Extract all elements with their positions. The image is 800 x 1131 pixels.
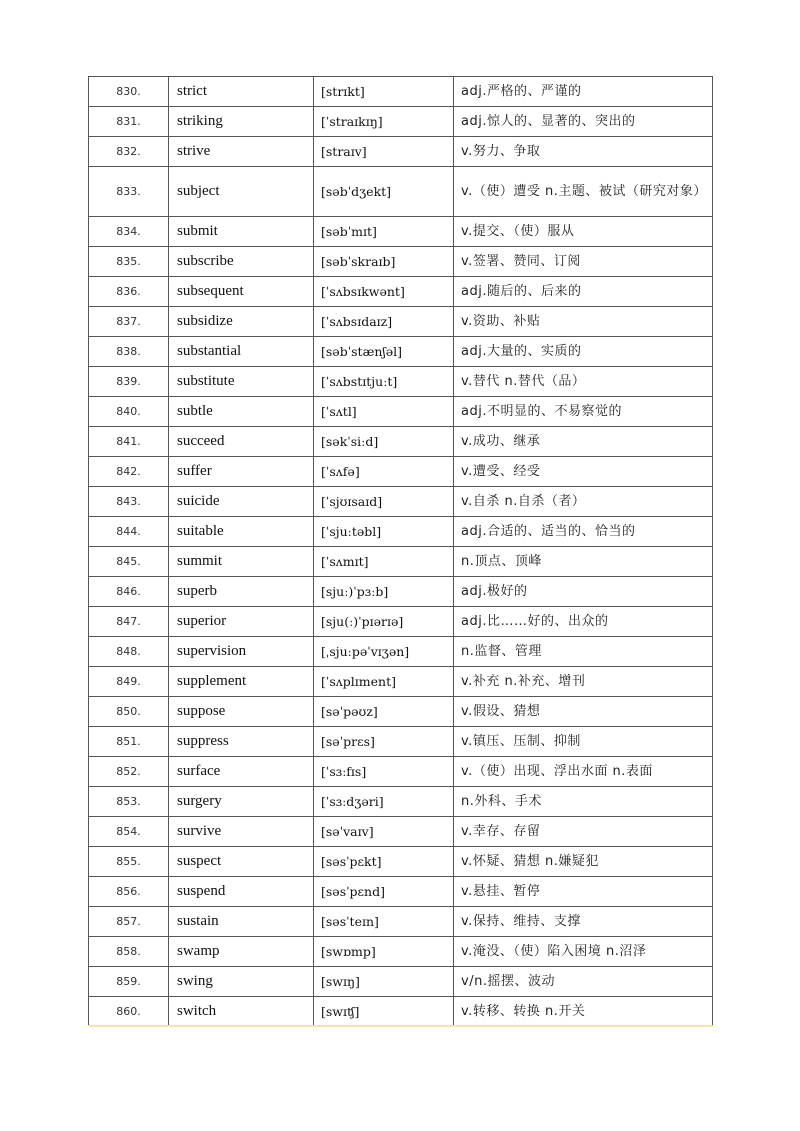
entry-word: surface	[169, 757, 314, 787]
entry-definition: n.外科、手术	[454, 787, 713, 817]
entry-phonetic: [ˈsɜːdʒəri]	[314, 787, 454, 817]
entry-number: 851.	[89, 727, 169, 757]
entry-number: 836.	[89, 277, 169, 307]
vocab-row	[89, 107, 713, 137]
vocab-row	[89, 307, 713, 337]
entry-number: 848.	[89, 637, 169, 667]
vocab-row	[89, 337, 713, 367]
entry-definition: v.补充 n.补充、增刊	[454, 667, 713, 697]
entry-word: subtle	[169, 397, 314, 427]
entry-word: strive	[169, 137, 314, 167]
entry-definition: v.幸存、存留	[454, 817, 713, 847]
entry-word: striking	[169, 107, 314, 137]
vocab-row	[89, 577, 713, 607]
vocab-row	[89, 427, 713, 457]
entry-word: superior	[169, 607, 314, 637]
entry-definition: adj.严格的、严谨的	[454, 77, 713, 107]
entry-word: switch	[169, 997, 314, 1027]
vocab-row	[89, 217, 713, 247]
entry-phonetic: [səsˈpɛkt]	[314, 847, 454, 877]
entry-definition: v.怀疑、猜想 n.嫌疑犯	[454, 847, 713, 877]
entry-definition: adj.极好的	[454, 577, 713, 607]
entry-definition: v/n.摇摆、波动	[454, 967, 713, 997]
vocab-row	[89, 967, 713, 997]
vocab-row	[89, 487, 713, 517]
entry-number: 850.	[89, 697, 169, 727]
vocab-row	[89, 167, 713, 217]
entry-phonetic: [swɒmp]	[314, 937, 454, 967]
entry-phonetic: [səsˈteɪn]	[314, 907, 454, 937]
vocab-row	[89, 787, 713, 817]
entry-number: 857.	[89, 907, 169, 937]
entry-number: 846.	[89, 577, 169, 607]
entry-phonetic: [səbˈskraɪb]	[314, 247, 454, 277]
entry-word: subsequent	[169, 277, 314, 307]
entry-number: 835.	[89, 247, 169, 277]
vocab-row	[89, 607, 713, 637]
entry-phonetic: [ˈsʌbsɪkwənt]	[314, 277, 454, 307]
entry-phonetic: [ˈsʌplɪment]	[314, 667, 454, 697]
entry-definition: v.淹没、（使）陷入困境 n.沼泽	[454, 937, 713, 967]
entry-definition: v.保持、维持、支撑	[454, 907, 713, 937]
entry-phonetic: [ˈsʌfə]	[314, 457, 454, 487]
entry-number: 852.	[89, 757, 169, 787]
highlight-rule	[88, 1025, 713, 1027]
entry-definition: v.提交、（使）服从	[454, 217, 713, 247]
entry-word: succeed	[169, 427, 314, 457]
vocab-row	[89, 637, 713, 667]
entry-phonetic: [səkˈsiːd]	[314, 427, 454, 457]
entry-number: 832.	[89, 137, 169, 167]
entry-definition: v.替代 n.替代（品）	[454, 367, 713, 397]
vocab-row	[89, 757, 713, 787]
vocab-row	[89, 137, 713, 167]
entry-word: suspect	[169, 847, 314, 877]
vocabulary-table	[88, 76, 713, 1027]
entry-number: 855.	[89, 847, 169, 877]
entry-definition: n.顶点、顶峰	[454, 547, 713, 577]
entry-phonetic: [ˈsʌtl]	[314, 397, 454, 427]
entry-phonetic: [swɪʧ]	[314, 997, 454, 1027]
entry-phonetic: [ˈsʌmɪt]	[314, 547, 454, 577]
entry-word: summit	[169, 547, 314, 577]
vocab-row	[89, 517, 713, 547]
vocab-row	[89, 397, 713, 427]
entry-word: suicide	[169, 487, 314, 517]
entry-number: 856.	[89, 877, 169, 907]
entry-word: supplement	[169, 667, 314, 697]
entry-phonetic: [strɪkt]	[314, 77, 454, 107]
entry-definition: v.悬挂、暂停	[454, 877, 713, 907]
entry-definition: v.资助、补贴	[454, 307, 713, 337]
vocab-row	[89, 367, 713, 397]
vocab-row	[89, 247, 713, 277]
entry-phonetic: [ˈsjuːtəbl]	[314, 517, 454, 547]
entry-definition: v.自杀 n.自杀（者）	[454, 487, 713, 517]
entry-number: 833.	[89, 167, 169, 217]
vocab-row	[89, 667, 713, 697]
entry-number: 853.	[89, 787, 169, 817]
entry-number: 843.	[89, 487, 169, 517]
entry-phonetic: [səsˈpɛnd]	[314, 877, 454, 907]
entry-phonetic: [swɪŋ]	[314, 967, 454, 997]
entry-definition: v.签署、赞同、订阅	[454, 247, 713, 277]
entry-phonetic: [straɪv]	[314, 137, 454, 167]
vocab-row	[89, 817, 713, 847]
entry-number: 849.	[89, 667, 169, 697]
entry-number: 841.	[89, 427, 169, 457]
vocab-row	[89, 697, 713, 727]
entry-number: 842.	[89, 457, 169, 487]
entry-word: suffer	[169, 457, 314, 487]
entry-word: subscribe	[169, 247, 314, 277]
entry-number: 845.	[89, 547, 169, 577]
entry-word: submit	[169, 217, 314, 247]
entry-number: 858.	[89, 937, 169, 967]
entry-word: swamp	[169, 937, 314, 967]
entry-word: superb	[169, 577, 314, 607]
entry-definition: adj.合适的、适当的、恰当的	[454, 517, 713, 547]
entry-number: 859.	[89, 967, 169, 997]
entry-phonetic: [sjuː)ˈpɜːb]	[314, 577, 454, 607]
entry-phonetic: [ˈsjʊɪsaɪd]	[314, 487, 454, 517]
entry-definition: v.遭受、经受	[454, 457, 713, 487]
entry-phonetic: [səˈpəʊz]	[314, 697, 454, 727]
entry-phonetic: [səbˈmɪt]	[314, 217, 454, 247]
vocab-row	[89, 997, 713, 1027]
entry-definition: v.成功、继承	[454, 427, 713, 457]
entry-phonetic: [səbˈstænʃəl]	[314, 337, 454, 367]
entry-number: 838.	[89, 337, 169, 367]
entry-phonetic: [ˈsʌbsɪdaɪz]	[314, 307, 454, 337]
entry-number: 844.	[89, 517, 169, 547]
entry-number: 830.	[89, 77, 169, 107]
entry-phonetic: [ˈstraɪkɪŋ]	[314, 107, 454, 137]
vocab-row	[89, 877, 713, 907]
entry-phonetic: [ˌsjuːpəˈvɪʒən]	[314, 637, 454, 667]
entry-definition: adj.大量的、实质的	[454, 337, 713, 367]
entry-definition: v.（使）出现、浮出水面 n.表面	[454, 757, 713, 787]
vocab-row	[89, 907, 713, 937]
entry-word: suitable	[169, 517, 314, 547]
entry-definition: v.镇压、压制、抑制	[454, 727, 713, 757]
entry-definition: adj.随后的、后来的	[454, 277, 713, 307]
entry-definition: v.转移、转换 n.开关	[454, 997, 713, 1027]
entry-word: suspend	[169, 877, 314, 907]
entry-phonetic: [sju(ː)ˈpɪərɪə]	[314, 607, 454, 637]
entry-number: 839.	[89, 367, 169, 397]
entry-number: 834.	[89, 217, 169, 247]
entry-word: strict	[169, 77, 314, 107]
entry-phonetic: [ˈsʌbstɪtjuːt]	[314, 367, 454, 397]
entry-phonetic: [ˈsɜːfɪs]	[314, 757, 454, 787]
vocab-row	[89, 547, 713, 577]
entry-word: sustain	[169, 907, 314, 937]
entry-word: suppose	[169, 697, 314, 727]
entry-word: surgery	[169, 787, 314, 817]
entry-word: survive	[169, 817, 314, 847]
entry-number: 831.	[89, 107, 169, 137]
entry-word: supervision	[169, 637, 314, 667]
vocab-row	[89, 457, 713, 487]
vocab-row	[89, 847, 713, 877]
entry-word: subject	[169, 167, 314, 217]
entry-definition: adj.比……好的、出众的	[454, 607, 713, 637]
entry-word: substitute	[169, 367, 314, 397]
entry-number: 837.	[89, 307, 169, 337]
vocab-row	[89, 77, 713, 107]
entry-word: subsidize	[169, 307, 314, 337]
entry-number: 847.	[89, 607, 169, 637]
vocab-row	[89, 937, 713, 967]
entry-phonetic: [səbˈdʒekt]	[314, 167, 454, 217]
entry-definition: v.（使）遭受 n.主题、被试（研究对象）	[454, 167, 713, 217]
entry-word: swing	[169, 967, 314, 997]
entry-definition: v.假设、猜想	[454, 697, 713, 727]
vocab-row	[89, 277, 713, 307]
entry-number: 840.	[89, 397, 169, 427]
entry-definition: n.监督、管理	[454, 637, 713, 667]
entry-word: substantial	[169, 337, 314, 367]
entry-definition: adj.不明显的、不易察觉的	[454, 397, 713, 427]
entry-phonetic: [səˈvaɪv]	[314, 817, 454, 847]
entry-word: suppress	[169, 727, 314, 757]
entry-definition: v.努力、争取	[454, 137, 713, 167]
vocabulary-table-body	[89, 77, 713, 1027]
entry-number: 860.	[89, 997, 169, 1027]
entry-number: 854.	[89, 817, 169, 847]
entry-definition: adj.惊人的、显著的、突出的	[454, 107, 713, 137]
vocab-row	[89, 727, 713, 757]
entry-phonetic: [səˈprɛs]	[314, 727, 454, 757]
